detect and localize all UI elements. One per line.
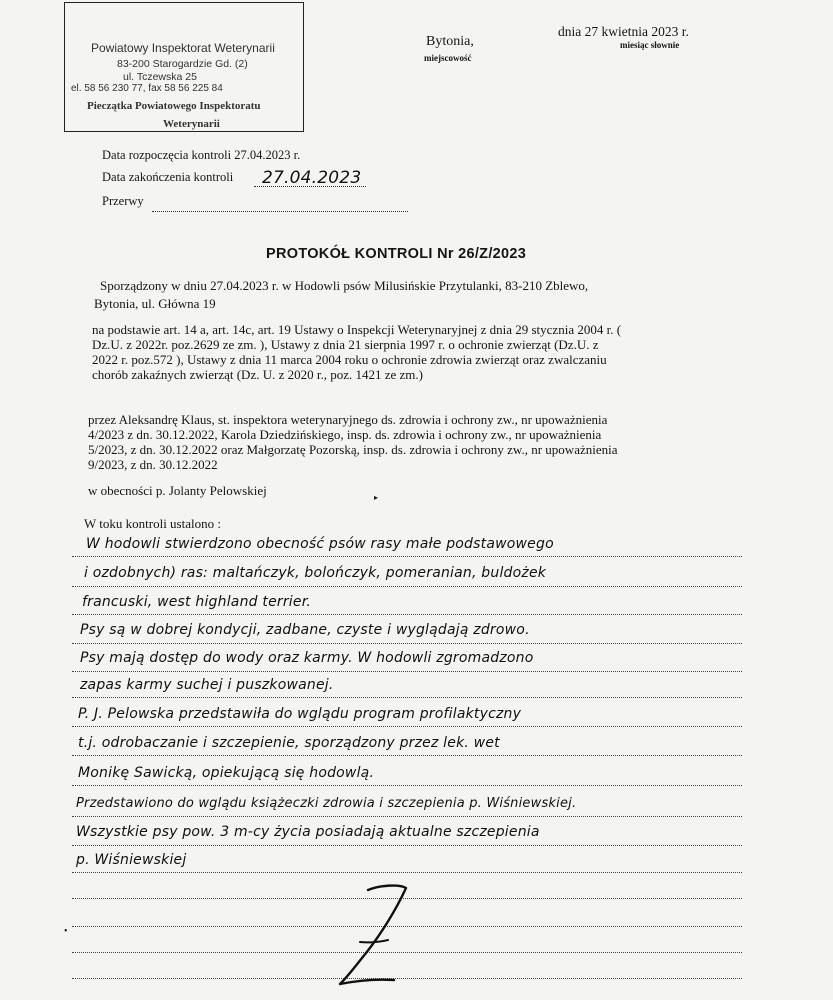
finding-text: francuski, west highland terrier. xyxy=(82,594,312,610)
inspectors xyxy=(88,412,778,472)
presence: w obecności p. Jolanty Pelowskiej xyxy=(88,483,267,498)
control-end-value: 27.04.2023 xyxy=(262,168,362,188)
finding-text: Przedstawiono do wglądu książeczki zdrowia i szczepienia p. Wiśniewskiej. xyxy=(76,796,577,811)
stamp-line-3: ul. Tczewska 25 xyxy=(123,71,197,83)
findings-label: W toku kontroli ustalono : xyxy=(84,516,221,531)
intro-line-2: Bytonia, ul. Główna 19 xyxy=(94,296,216,311)
finding-text: W hodowli stwierdzono obecność psów rasy małe podstawowego xyxy=(86,536,554,552)
findings-line xyxy=(72,785,742,786)
findings-line xyxy=(72,556,742,557)
findings-line xyxy=(72,586,742,587)
finding-text: zapas karmy suchej i puszkowanej. xyxy=(80,677,334,693)
findings-line xyxy=(72,845,742,846)
inspectors-line: 5/2023, z dn. 30.12.2022 oraz Małgorzatę Pozorską, insp. ds. zdrowia i ochrony zw., nr upoważnienia xyxy=(88,442,618,457)
finding-text: P. J. Pelowska przedstawiła do wglądu program profilaktyczny xyxy=(78,706,522,722)
legal-basis xyxy=(92,322,782,382)
legal-basis-line: chorób zakaźnych zwierząt (Dz. U. z 2020 r., poz. 1421 ze zm.) xyxy=(92,367,423,382)
official-stamp xyxy=(64,2,304,132)
breaks-label: Przerwy xyxy=(102,194,144,208)
findings-line xyxy=(72,643,742,644)
breaks-dots xyxy=(152,211,408,212)
stamp-line-1: Powiatowy Inspektorat Weterynarii xyxy=(91,41,275,55)
findings-line xyxy=(72,614,742,615)
findings-line xyxy=(72,755,742,756)
finding-text: t.j. odrobaczanie i szczepienie, sporządzony przez lek. wet xyxy=(78,735,500,751)
finding-text: Psy mają dostęp do wody oraz karmy. W hodowli zgromadzono xyxy=(80,650,534,666)
inspectors-line: przez Aleksandrę Klaus, st. inspektora weterynaryjnego ds. zdrowia i ochrony zw., nr upoważnienia xyxy=(88,412,608,427)
findings-line xyxy=(72,816,742,817)
document-title: PROTOKÓŁ KONTROLI Nr 26/Z/2023 xyxy=(266,246,527,262)
place-value: Bytonia, xyxy=(426,34,474,49)
stamp-caption-1: Pieczątka Powiatowego Inspektoratu xyxy=(87,100,261,112)
date-label: miesiąc słownie xyxy=(620,40,680,50)
date-value: dnia 27 kwietnia 2023 r. xyxy=(558,24,689,39)
finding-text: Psy są w dobrej kondycji, zadbane, czyste i wyglądają zdrowo. xyxy=(80,622,530,638)
legal-basis-line: 2022 r. poz.572 ), Ustawy z dnia 11 marca 2004 roku o ochronie zdrowia zwierząt oraz zwalczaniu xyxy=(92,352,607,367)
intro-line-1: Sporządzony w dniu 27.04.2023 r. w Hodowli psów Milusińskie Przytulanki, 83-210 Zblewo, xyxy=(100,278,589,293)
control-end-label: Data zakończenia kontroli xyxy=(102,170,234,184)
closing-z-mark xyxy=(310,880,430,998)
finding-text: Monikę Sawicką, opiekującą się hodowlą. xyxy=(78,765,375,781)
place-label: miejscowość xyxy=(424,53,472,63)
stamp-line-4: el. 58 56 230 77, fax 58 56 225 84 xyxy=(71,83,223,94)
stamp-line-2: 83-200 Starogardzie Gd. (2) xyxy=(117,58,248,70)
legal-basis-line: Dz.U. z 2022r. poz.2629 ze zm. ), Ustawy z dnia 21 sierpnia 1997 r. o ochronie zwierząt (Dz.U. z xyxy=(92,337,599,352)
findings-line xyxy=(72,671,742,672)
stamp-caption-2: Weterynarii xyxy=(163,118,220,130)
findings-line xyxy=(72,726,742,727)
findings-line xyxy=(72,697,742,698)
margin-arrow-mark: ▸ xyxy=(374,493,379,502)
inspectors-line: 4/2023 z dn. 30.12.2022, Karola Dziedzińskiego, insp. ds. zdrowia i ochrony zw., nr upoważnienia xyxy=(88,427,602,442)
findings-line xyxy=(72,872,742,873)
finding-text: Wszystkie psy pow. 3 m-cy życia posiadają aktualne szczepienia xyxy=(76,824,540,840)
inspectors-line: 9/2023, z dn. 30.12.2022 xyxy=(88,457,218,472)
finding-text: i ozdobnych) ras: maltańczyk, bolończyk, pomeranian, buldożek xyxy=(84,565,547,581)
legal-basis-line: na podstawie art. 14 a, art. 14c, art. 19 Ustawy o Inspekcji Weterynaryjnej z dnia 29 stycznia 2004 r. ( xyxy=(92,322,622,337)
control-start: Data rozpoczęcia kontroli 27.04.2023 r. xyxy=(102,148,301,162)
finding-text: p. Wiśniewskiej xyxy=(76,852,187,868)
margin-dot: • xyxy=(64,926,68,937)
